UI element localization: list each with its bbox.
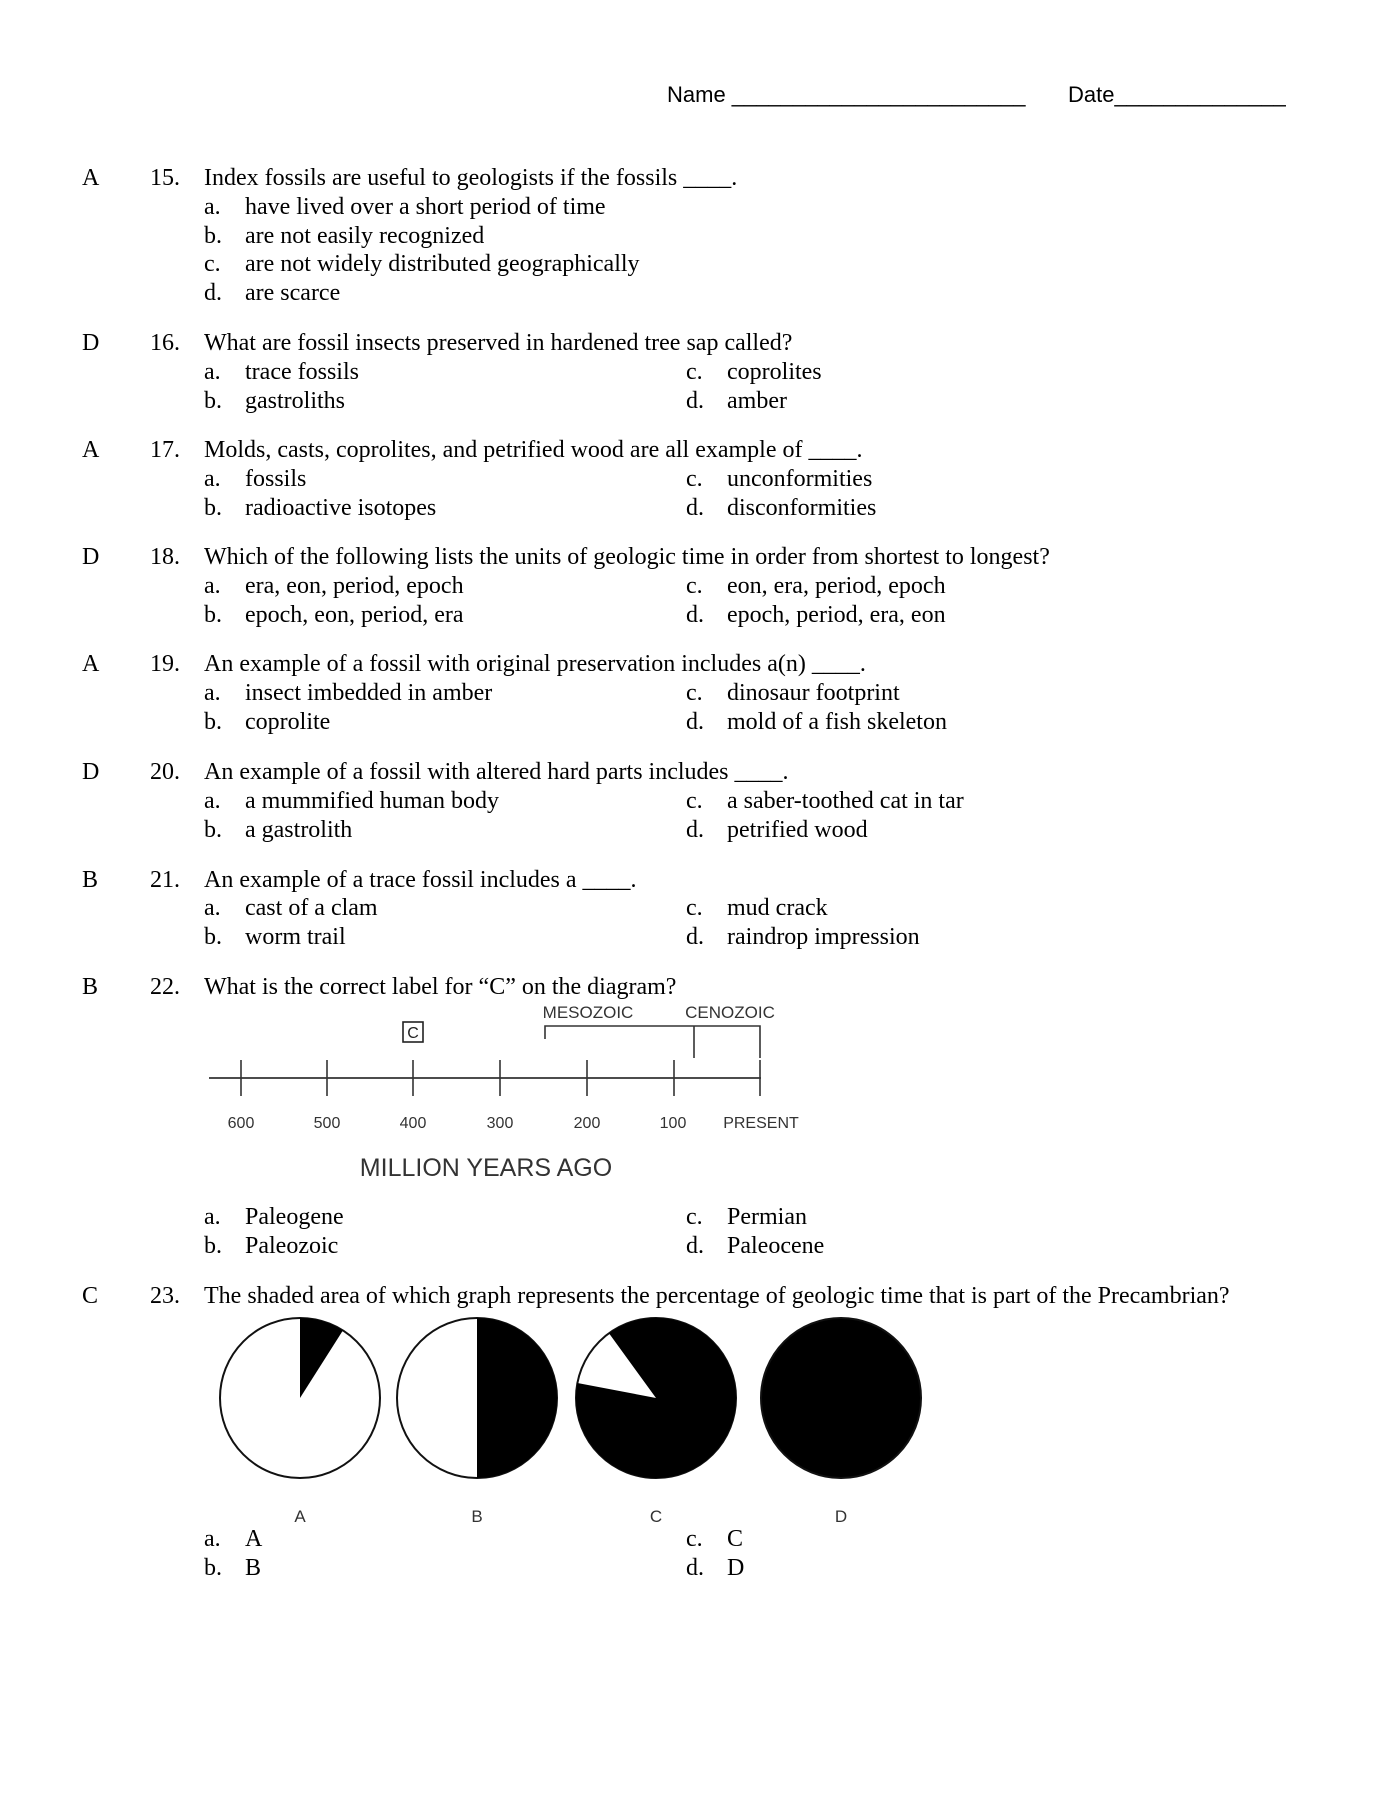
timeline-axis-title: MILLION YEARS AGO [359, 1154, 613, 1182]
choice-letter: d. [686, 1233, 704, 1259]
choice-letter: c. [686, 788, 703, 814]
choice-text: epoch, eon, period, era [245, 602, 464, 628]
choice-letter: b. [204, 1555, 222, 1581]
question-text: The shaded area of which graph represents the percentage of geologic time that is part of the Precambrian? [204, 1283, 1230, 1309]
choice-text: era, eon, period, epoch [245, 573, 464, 599]
answer-key: D [82, 330, 100, 356]
question-text: An example of a fossil with altered hard parts includes ____. [204, 759, 789, 785]
answer-key: B [82, 974, 99, 1000]
answer-key: A [82, 165, 100, 191]
choice-text: cast of a clam [245, 895, 378, 921]
question-text: An example of a fossil with original preservation includes a(n) ____. [204, 651, 866, 677]
choice-text: Paleozoic [245, 1233, 339, 1259]
choice-letter: a. [204, 359, 221, 385]
question-text: An example of a trace fossil includes a ____. [204, 867, 637, 893]
choice-letter: c. [686, 1526, 703, 1552]
pie-shaded-slice [477, 1318, 557, 1478]
choice-letter: a. [204, 194, 221, 220]
choice-text: A [245, 1526, 263, 1552]
question-text: Molds, casts, coprolites, and petrified wood are all example of ____. [204, 437, 863, 463]
choice-text: a mummified human body [245, 788, 499, 814]
question-number: 18. [150, 544, 180, 570]
choice-text: Paleogene [245, 1204, 344, 1230]
choice-text: gastroliths [245, 388, 345, 414]
answer-key: A [82, 437, 100, 463]
choice-letter: d. [204, 280, 222, 306]
choice-letter: c. [686, 680, 703, 706]
pie-outline [761, 1318, 921, 1478]
choice-text: worm trail [245, 924, 346, 950]
choice-letter: c. [204, 251, 221, 277]
timeline-tick-label: 300 [486, 1115, 514, 1132]
choice-letter: c. [686, 573, 703, 599]
choice-letter: a. [204, 680, 221, 706]
choice-text: are not easily recognized [245, 223, 485, 249]
date-field-label[interactable]: Date______________ [1068, 82, 1286, 107]
question-number: 15. [150, 165, 180, 191]
choice-text: dinosaur footprint [727, 680, 900, 706]
choice-letter: d. [686, 924, 704, 950]
question-number: 21. [150, 867, 180, 893]
choice-letter: a. [204, 466, 221, 492]
choice-text: amber [727, 388, 787, 414]
choice-text: raindrop impression [727, 924, 920, 950]
question-number: 20. [150, 759, 180, 785]
choice-text: D [727, 1555, 745, 1581]
choice-text: B [245, 1555, 262, 1581]
choice-text: are scarce [245, 280, 341, 306]
choice-letter: d. [686, 817, 704, 843]
choice-letter: b. [204, 602, 222, 628]
choice-letter: a. [204, 895, 221, 921]
choice-text: Permian [727, 1204, 807, 1230]
choice-letter: b. [204, 817, 222, 843]
pie-chart-c [576, 1318, 736, 1478]
choice-text: unconformities [727, 466, 873, 492]
choice-text: C [727, 1526, 744, 1552]
choice-letter: d. [686, 602, 704, 628]
geologic-timeline-diagram [190, 995, 799, 1215]
choice-letter: c. [686, 1204, 703, 1230]
timeline-box-label: C [407, 1025, 419, 1042]
pie-charts-figure [190, 1300, 930, 1530]
choice-text: insect imbedded in amber [245, 680, 493, 706]
choice-text: epoch, period, era, eon [727, 602, 946, 628]
choice-text: eon, era, period, epoch [727, 573, 946, 599]
choice-text: petrified wood [727, 817, 868, 843]
pie-label: A [294, 1507, 306, 1526]
choice-text: radioactive isotopes [245, 495, 437, 521]
question-text: Which of the following lists the units of geologic time in order from shortest to longest? [204, 544, 1050, 570]
timeline-tick-label: 200 [573, 1115, 601, 1132]
pie-label: C [649, 1507, 663, 1526]
choice-text: Paleocene [727, 1233, 825, 1259]
question-number: 16. [150, 330, 180, 356]
era-bracket-mesozoic [545, 1026, 760, 1058]
choice-letter: d. [686, 709, 704, 735]
timeline-tick-label: 400 [399, 1115, 427, 1132]
era-label-cenozoic: CENOZOIC [685, 1003, 775, 1022]
choice-letter: a. [204, 573, 221, 599]
question-text: What is the correct label for “C” on the diagram? [204, 974, 677, 1000]
choice-text: mold of a fish skeleton [727, 709, 947, 735]
choice-letter: b. [204, 924, 222, 950]
pie-chart-d [761, 1318, 921, 1478]
question-number: 23. [150, 1283, 180, 1309]
choice-letter: d. [686, 495, 704, 521]
answer-key: D [82, 544, 100, 570]
timeline-tick-label: 500 [313, 1115, 341, 1132]
choice-text: trace fossils [245, 359, 359, 385]
choice-letter: a. [204, 1204, 221, 1230]
choice-letter: b. [204, 495, 222, 521]
answer-key: D [82, 759, 100, 785]
choice-text: fossils [245, 466, 307, 492]
choice-text: a saber-toothed cat in tar [727, 788, 964, 814]
choice-text: a gastrolith [245, 817, 353, 843]
choice-letter: a. [204, 1526, 221, 1552]
choice-letter: b. [204, 388, 222, 414]
pie-chart-b [397, 1318, 557, 1478]
name-field-label[interactable]: Name ________________________ [667, 82, 1026, 107]
choice-text: coprolite [245, 709, 331, 735]
timeline-tick-label: 100 [659, 1115, 687, 1132]
choice-letter: c. [686, 359, 703, 385]
choice-letter: b. [204, 223, 222, 249]
question-text: Index fossils are useful to geologists if the fossils ____. [204, 165, 738, 191]
question-number: 19. [150, 651, 180, 677]
choice-text: mud crack [727, 895, 828, 921]
choice-letter: b. [204, 709, 222, 735]
era-label-mesozoic: MESOZOIC [542, 1003, 634, 1022]
choice-text: disconformities [727, 495, 877, 521]
choice-letter: d. [686, 1555, 704, 1581]
choice-text: are not widely distributed geographically [245, 251, 640, 277]
answer-key: B [82, 867, 99, 893]
pie-chart-a [220, 1318, 380, 1478]
choice-letter: b. [204, 1233, 222, 1259]
question-number: 17. [150, 437, 180, 463]
choice-letter: c. [686, 895, 703, 921]
pie-label: B [471, 1507, 483, 1526]
timeline-tick-label: 600 [227, 1115, 255, 1132]
timeline-tick-label: PRESENT [723, 1115, 799, 1132]
pie-label: D [834, 1507, 848, 1526]
choice-letter: c. [686, 466, 703, 492]
question-text: What are fossil insects preserved in hardened tree sap called? [204, 330, 793, 356]
choice-letter: d. [686, 388, 704, 414]
answer-key: C [82, 1283, 99, 1309]
choice-text: coprolites [727, 359, 822, 385]
choice-text: have lived over a short period of time [245, 194, 606, 220]
answer-key: A [82, 651, 100, 677]
question-number: 22. [150, 974, 180, 1000]
choice-letter: a. [204, 788, 221, 814]
